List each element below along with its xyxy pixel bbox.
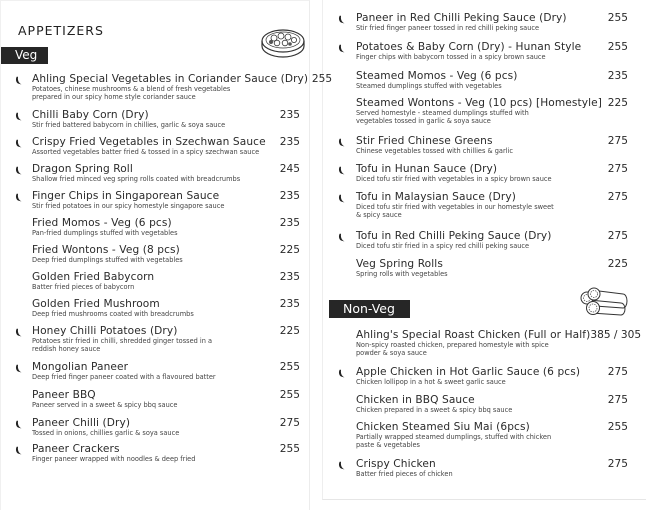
item-name: Fried Momos - Veg (6 pcs) [32,217,172,229]
item-name: Paneer Chilli (Dry) [32,417,131,429]
chili-icon [338,369,345,378]
item-description: Finger paneer wrapped with noodles & deep fried [32,455,196,463]
menu-item [322,135,646,163]
chili-icon [15,328,22,337]
item-description: Batter fried pieces of chicken [356,470,453,478]
menu-item [0,163,310,190]
item-description: Shallow fried minced veg spring rolls coated with breadcrumbs [32,175,241,183]
item-description: Non-spicy roasted chicken, prepared homestyle with spice powder & soya sauce [356,341,549,358]
item-price: 255 [607,421,628,433]
item-price: 255 [607,12,628,24]
item-name: Veg Spring Rolls [356,258,443,270]
item-description: Deep fried dumplings stuffed with vegetables [32,256,183,264]
chili-icon [15,112,22,121]
menu-item [322,458,646,485]
item-price: 235 [279,217,300,229]
item-name: Crispy Chicken [356,458,436,470]
item-name: Finger Chips in Singaporean Sauce [32,190,220,202]
chili-icon [15,166,22,175]
menu-item [0,217,310,244]
item-description: Potatoes stir fried in chilli, shredded ginger tossed in a reddish honey sauce [32,337,213,354]
item-price: 275 [607,135,628,147]
chili-icon [338,233,345,242]
item-name: Fried Wontons - Veg (8 pcs) [32,244,180,256]
item-name: Chicken Steamed Siu Mai (6pcs) [356,421,530,433]
menu-item [0,244,310,271]
item-description: Served homestyle - steamed dumplings stuffed with vegetables tossed in garlic & soya sauce [356,109,529,126]
item-description: Diced tofu stir fried with vegetables in our homestyle sweet & spicy sauce [356,203,554,220]
item-price: 225 [607,97,628,109]
menu-item [0,389,310,417]
item-description: Stir fried finger paneer tossed in red chilli peking sauce [356,24,540,32]
item-price: 225 [279,244,300,256]
item-description: Paneer served in a sweet & spicy bbq sauce [32,401,178,409]
item-description: Steamed dumplings stuffed with vegetables [356,82,502,90]
menu-item [322,366,646,394]
item-price: 275 [607,458,628,470]
item-description: Tossed in onions, chillies garlic & soya sauce [32,429,180,437]
item-price: 275 [607,163,628,175]
menu-item [322,97,646,135]
item-price: 235 [279,271,300,283]
item-price: 235 [279,109,300,121]
menu-item [0,417,310,443]
item-name: Golden Fried Babycorn [32,271,155,283]
menu-item [0,73,333,109]
item-description: Spring rolls with vegetables [356,270,448,278]
menu-item [322,70,646,97]
menu-item [0,190,310,217]
item-price: 275 [607,366,628,378]
item-price: 255 [607,41,628,53]
item-price: 245 [279,163,300,175]
item-name: Paneer in Red Chilli Peking Sauce (Dry) [356,12,567,24]
item-name: Dragon Spring Roll [32,163,133,175]
chili-icon [338,194,345,203]
menu-item [0,325,310,361]
item-price: 255 [311,73,333,85]
menu-item [322,258,646,285]
spring-rolls-icon [577,286,631,318]
section-title: APPETIZERS [18,23,104,38]
item-price: 255 [279,361,300,373]
item-name: Paneer Crackers [32,443,120,455]
menu-item [322,394,646,421]
chili-icon [338,44,345,53]
chili-icon [15,364,22,373]
menu-item [322,191,646,230]
menu-item [0,271,310,298]
item-description: Batter fried pieces of babycorn [32,283,135,291]
item-price: 255 [279,389,300,401]
item-description: Stir fried battered babycorn in chillies, garlic & soya sauce [32,121,226,129]
item-description: Deep fried finger paneer coated with a flavoured batter [32,373,216,381]
item-price: 385 / 305 [590,329,642,341]
item-name: Ahling's Special Roast Chicken (Full or Half) [356,329,591,341]
item-price: 225 [607,258,628,270]
item-description: Chicken lollipop in a hot & sweet garlic sauce [356,378,506,386]
item-name: Tofu in Red Chilli Peking Sauce (Dry) [356,230,552,242]
non-veg-item-list [322,329,646,485]
menu-item [322,230,646,258]
menu-item [322,421,646,458]
menu-item [322,163,646,191]
chili-icon [15,420,22,429]
item-description: Potatoes, chinese mushrooms & a blend of fresh vegetables prepared in our spicy home style coriander sauce [32,85,231,102]
chili-icon [338,15,345,24]
item-name: Chilli Baby Corn (Dry) [32,109,149,121]
item-name: Ahling Special Vegetables in Coriander Sauce (Dry) [32,73,309,85]
chili-icon [338,138,345,147]
item-price: 235 [279,190,300,202]
item-description: Pan-fried dumplings stuffed with vegetables [32,229,178,237]
item-name: Crispy Fried Vegetables in Szechwan Sauce [32,136,266,148]
menu-item [322,41,646,70]
chili-icon [15,76,22,85]
item-name: Chicken in BBQ Sauce [356,394,475,406]
item-name: Tofu in Hunan Sauce (Dry) [356,163,498,175]
veg-item-list-left [0,73,333,470]
item-description: Diced tofu stir fried in a spicy red chilli peking sauce [356,242,530,250]
chili-icon [15,139,22,148]
item-name: Paneer BBQ [32,389,96,401]
item-price: 275 [607,230,628,242]
item-price: 235 [279,136,300,148]
category-label-veg: Veg [1,47,48,64]
menu-item [322,329,646,366]
item-name: Potatoes & Baby Corn (Dry) - Hunan Style [356,41,582,53]
menu-item [0,136,310,163]
menu-item [0,109,310,136]
item-description: Finger chips with babycorn tossed in a spicy brown sauce [356,53,546,61]
item-description: Diced tofu stir fried with vegetables in a spicy brown sauce [356,175,552,183]
momo-bowl-icon [259,25,307,61]
item-name: Golden Fried Mushroom [32,298,160,310]
item-name: Stir Fried Chinese Greens [356,135,493,147]
item-description: Chinese vegetables tossed with chillies & garlic [356,147,513,155]
item-price: 275 [607,394,628,406]
veg-item-list-right [322,12,646,285]
menu-item [0,298,310,325]
item-name: Steamed Wontons - Veg (10 pcs) [Homestyle] [356,97,603,109]
item-price: 255 [279,443,300,455]
chili-icon [338,166,345,175]
item-name: Tofu in Malaysian Sauce (Dry) [356,191,516,203]
item-name: Steamed Momos - Veg (6 pcs) [356,70,518,82]
item-description: Chicken prepared in a sweet & spicy bbq sauce [356,406,513,414]
chili-icon [15,193,22,202]
item-price: 225 [279,325,300,337]
menu-item [0,361,310,389]
item-name: Apple Chicken in Hot Garlic Sauce (6 pcs) [356,366,581,378]
item-description: Stir fried potatoes in our spicy homestyle singapore sauce [32,202,225,210]
chili-icon [338,461,345,470]
menu-item [0,443,310,470]
chili-icon [15,446,22,455]
item-description: Assorted vegetables batter fried & tossed in a spicy szechwan sauce [32,148,260,156]
item-description: Deep fried mushrooms coated with breadcrumbs [32,310,194,318]
item-price: 235 [279,298,300,310]
item-price: 275 [607,191,628,203]
menu-item [322,12,646,41]
item-price: 235 [607,70,628,82]
category-label-non-veg: Non-Veg [329,300,410,318]
item-name: Honey Chilli Potatoes (Dry) [32,325,178,337]
item-name: Mongolian Paneer [32,361,129,373]
item-description: Partially wrapped steamed dumplings, stuffed with chicken paste & vegetables [356,433,552,450]
item-price: 275 [279,417,300,429]
